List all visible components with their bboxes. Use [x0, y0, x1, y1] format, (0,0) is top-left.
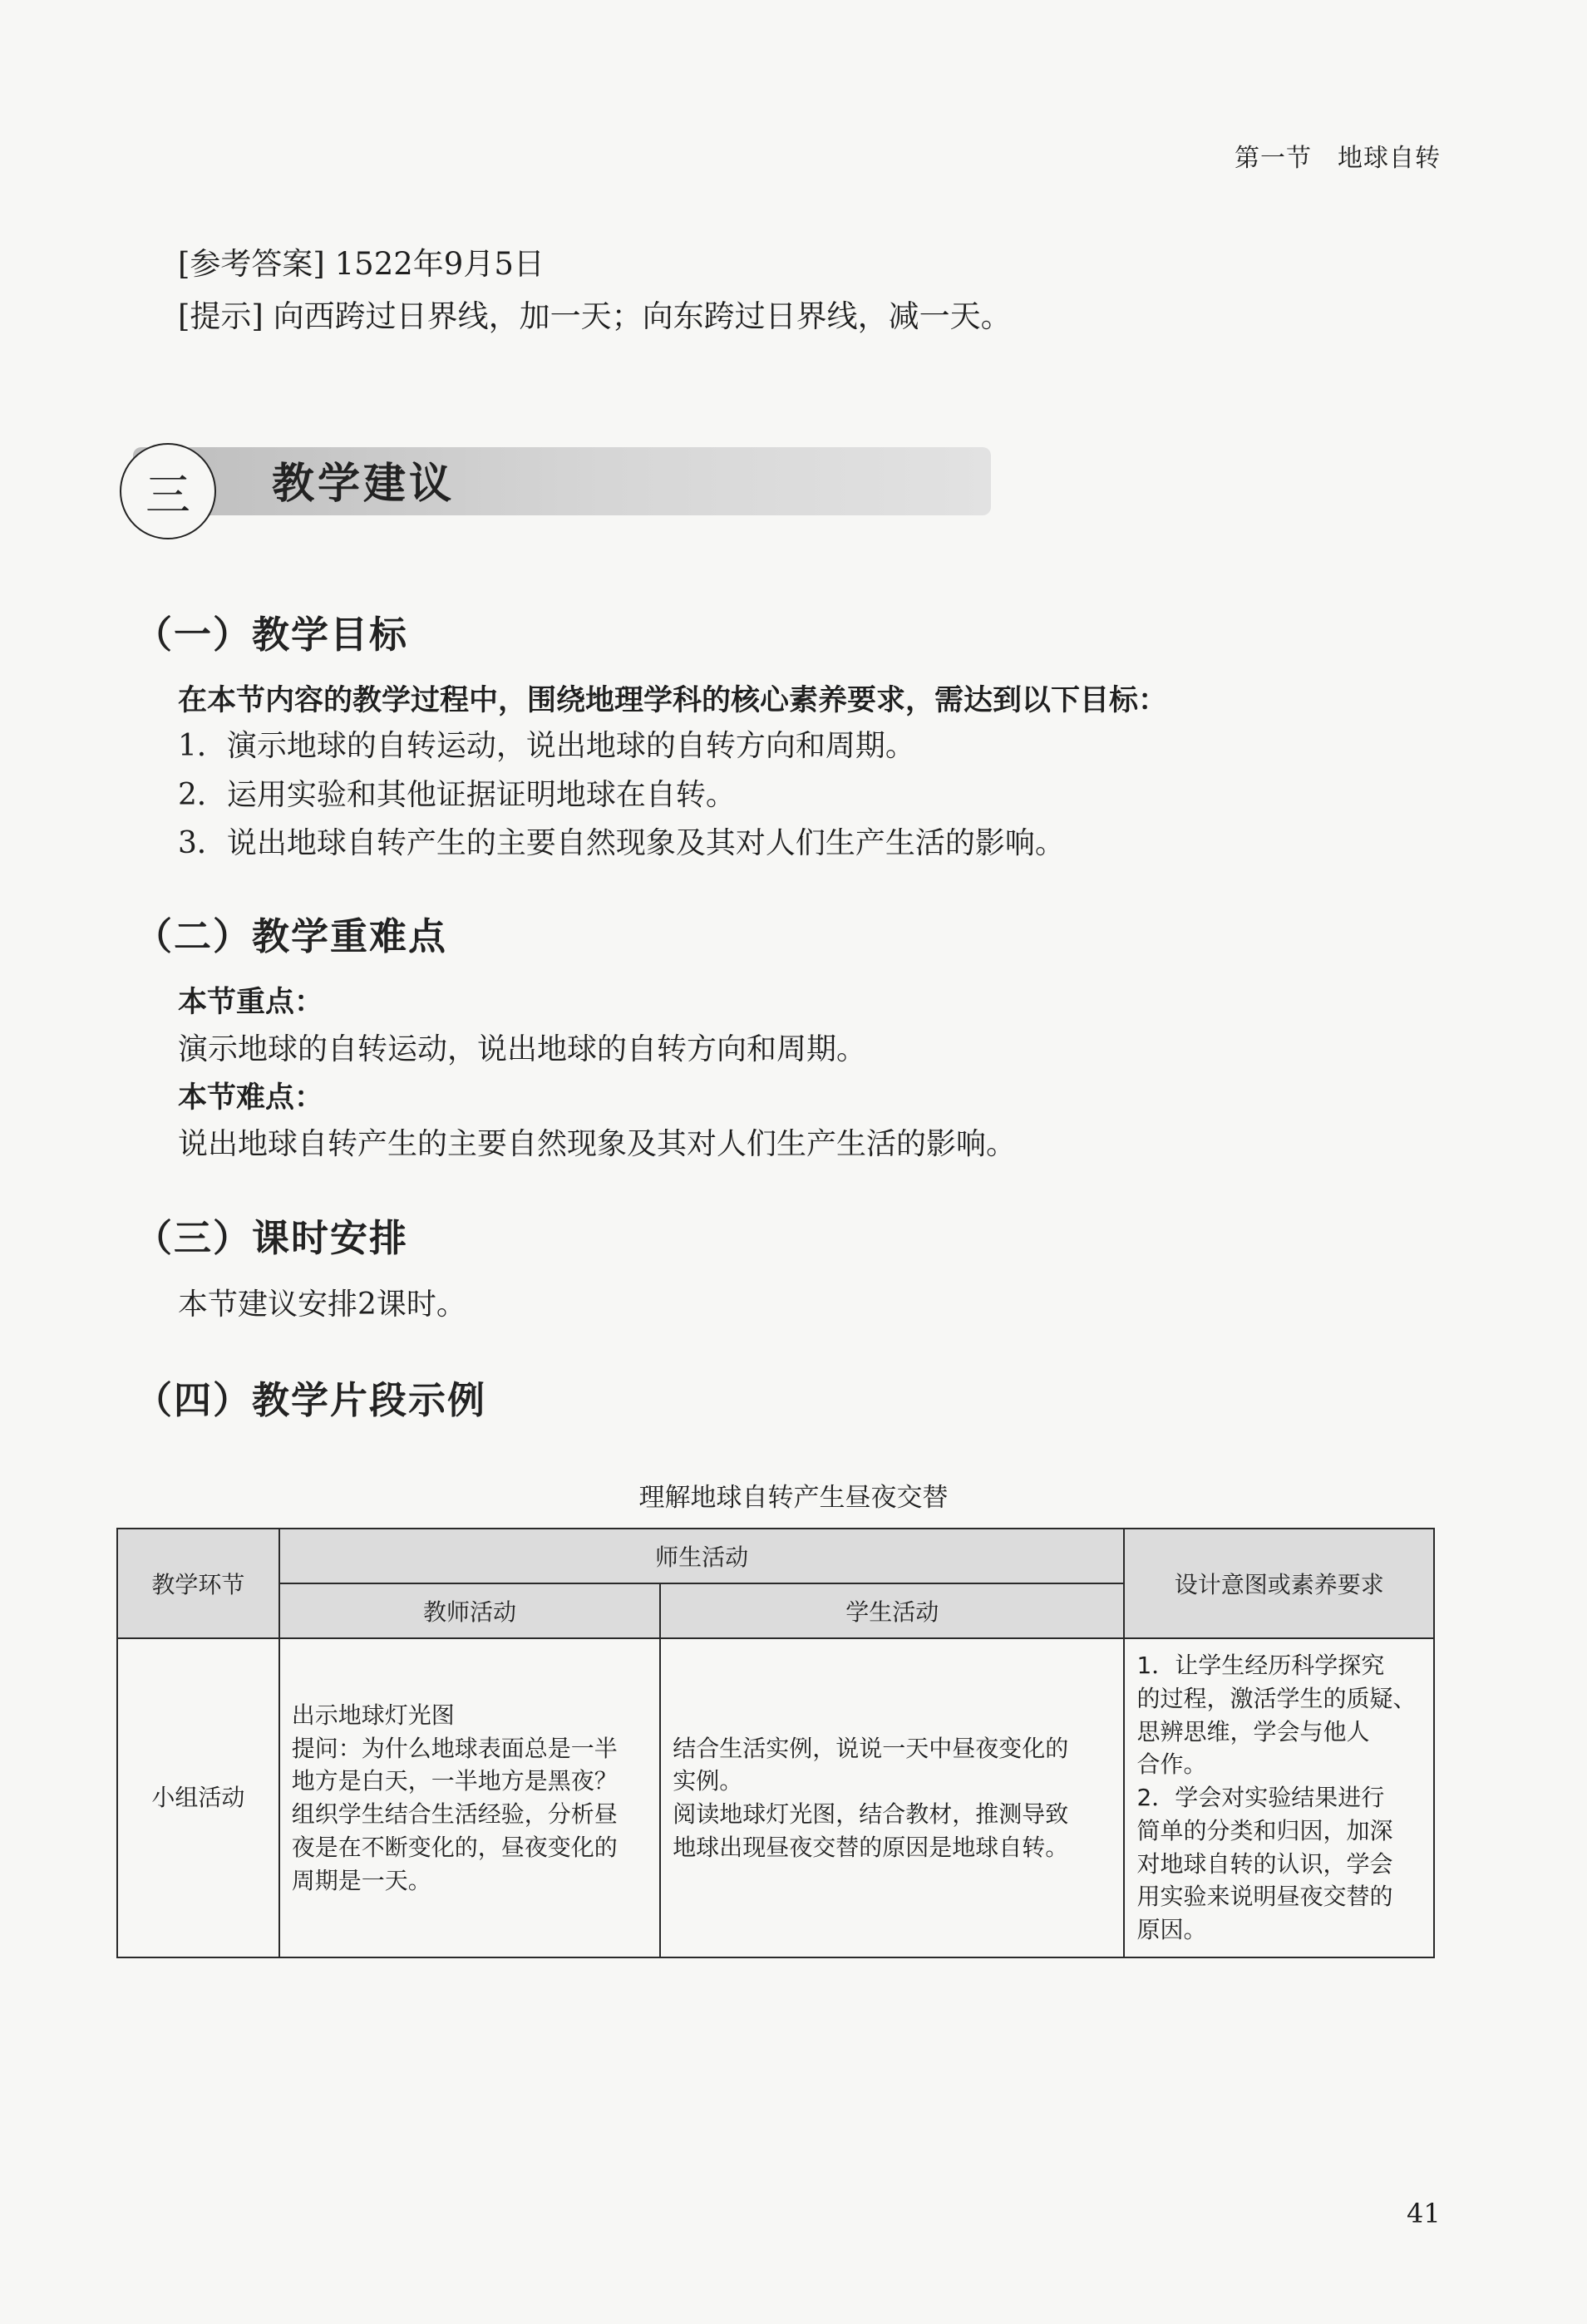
design-line: 原因。 [1136, 1916, 1207, 1944]
focus-label: 本节重点： [178, 986, 324, 1019]
lesson-table [116, 1528, 1435, 1958]
cell-student [660, 1638, 1124, 1957]
key-points-heading: （二）教学重难点 [135, 914, 448, 958]
header-student: 学生活动 [660, 1583, 1124, 1638]
teacher-line: 组织学生结合生活经验，分析昼 [291, 1800, 618, 1828]
cell-stage: 小组活动 [117, 1638, 279, 1957]
schedule-text: 本节建议安排2课时。 [178, 1288, 466, 1322]
teacher-line: 提问：为什么地球表面总是一半 [291, 1734, 618, 1762]
teacher-line: 地方是白天，一半地方是黑夜？ [291, 1767, 618, 1795]
page-number: 41 [1407, 2198, 1441, 2229]
design-line: 合作。 [1136, 1750, 1207, 1779]
objectives-intro: 在本节内容的教学过程中，围绕地理学科的核心素养要求，需达到以下目标： [178, 684, 1168, 717]
student-line: 结合生活实例，说说一天中昼夜变化的 [673, 1734, 1069, 1762]
design-line: 简单的分类和归因，加深 [1136, 1816, 1393, 1844]
design-line: 的过程，激活学生的质疑、 [1136, 1684, 1417, 1712]
objectives-heading: （一）教学目标 [135, 613, 409, 657]
header-design: 设计意图或素养要求 [1124, 1529, 1434, 1638]
table-title: 理解地球自转产生昼夜交替 [638, 1483, 949, 1513]
focus-text: 演示地球的自转运动，说出地球的自转方向和周期。 [178, 1032, 867, 1066]
chapter-banner [133, 447, 991, 515]
design-line: 对地球自转的认识，学会 [1136, 1849, 1393, 1878]
schedule-heading: （三）课时安排 [135, 1216, 409, 1260]
objective-item-2: 2．运用实验和其他证据证明地球在自转。 [178, 778, 736, 812]
cell-teacher [279, 1638, 660, 1957]
teacher-line: 周期是一天。 [291, 1866, 431, 1894]
objective-item-3: 3．说出地球自转产生的主要自然现象及其对人们生产生活的影响。 [178, 826, 1065, 860]
header-teacher: 教师活动 [279, 1583, 660, 1638]
teacher-line: 夜是在不断变化的，昼夜变化的 [291, 1833, 618, 1861]
header-stage: 教学环节 [117, 1529, 279, 1638]
running-header: 第一节 地球自转 [1235, 144, 1441, 173]
objective-item-1: 1．演示地球的自转运动，说出地球的自转方向和周期。 [178, 729, 915, 763]
example-heading: （四）教学片段示例 [135, 1378, 487, 1422]
design-line: 1．让学生经历科学探究 [1136, 1652, 1385, 1680]
student-line: 地球出现昼夜交替的原因是地球自转。 [673, 1833, 1069, 1861]
design-line: 2．学会对实验结果进行 [1136, 1784, 1385, 1812]
table-row [117, 1638, 1434, 1957]
reference-answer: [参考答案] 1522年9月5日 [178, 246, 545, 282]
design-line: 思辨思维，学会与他人 [1136, 1717, 1370, 1745]
chapter-number: 三 [120, 443, 216, 539]
answer-hint: [提示] 向西跨过日界线，加一天；向东跨过日界线，减一天。 [178, 298, 1012, 334]
cell-design [1124, 1638, 1434, 1957]
teacher-line: 出示地球灯光图 [291, 1701, 455, 1729]
design-line: 用实验来说明昼夜交替的 [1136, 1883, 1393, 1911]
chapter-title: 教学建议 [272, 459, 456, 509]
student-line: 阅读地球灯光图，结合教材，推测导致 [673, 1800, 1069, 1828]
student-line: 实例。 [673, 1767, 743, 1795]
difficulty-label: 本节难点： [178, 1081, 324, 1115]
header-activities: 师生活动 [279, 1529, 1125, 1583]
difficulty-text: 说出地球自转产生的主要自然现象及其对人们生产生活的影响。 [178, 1127, 1017, 1161]
